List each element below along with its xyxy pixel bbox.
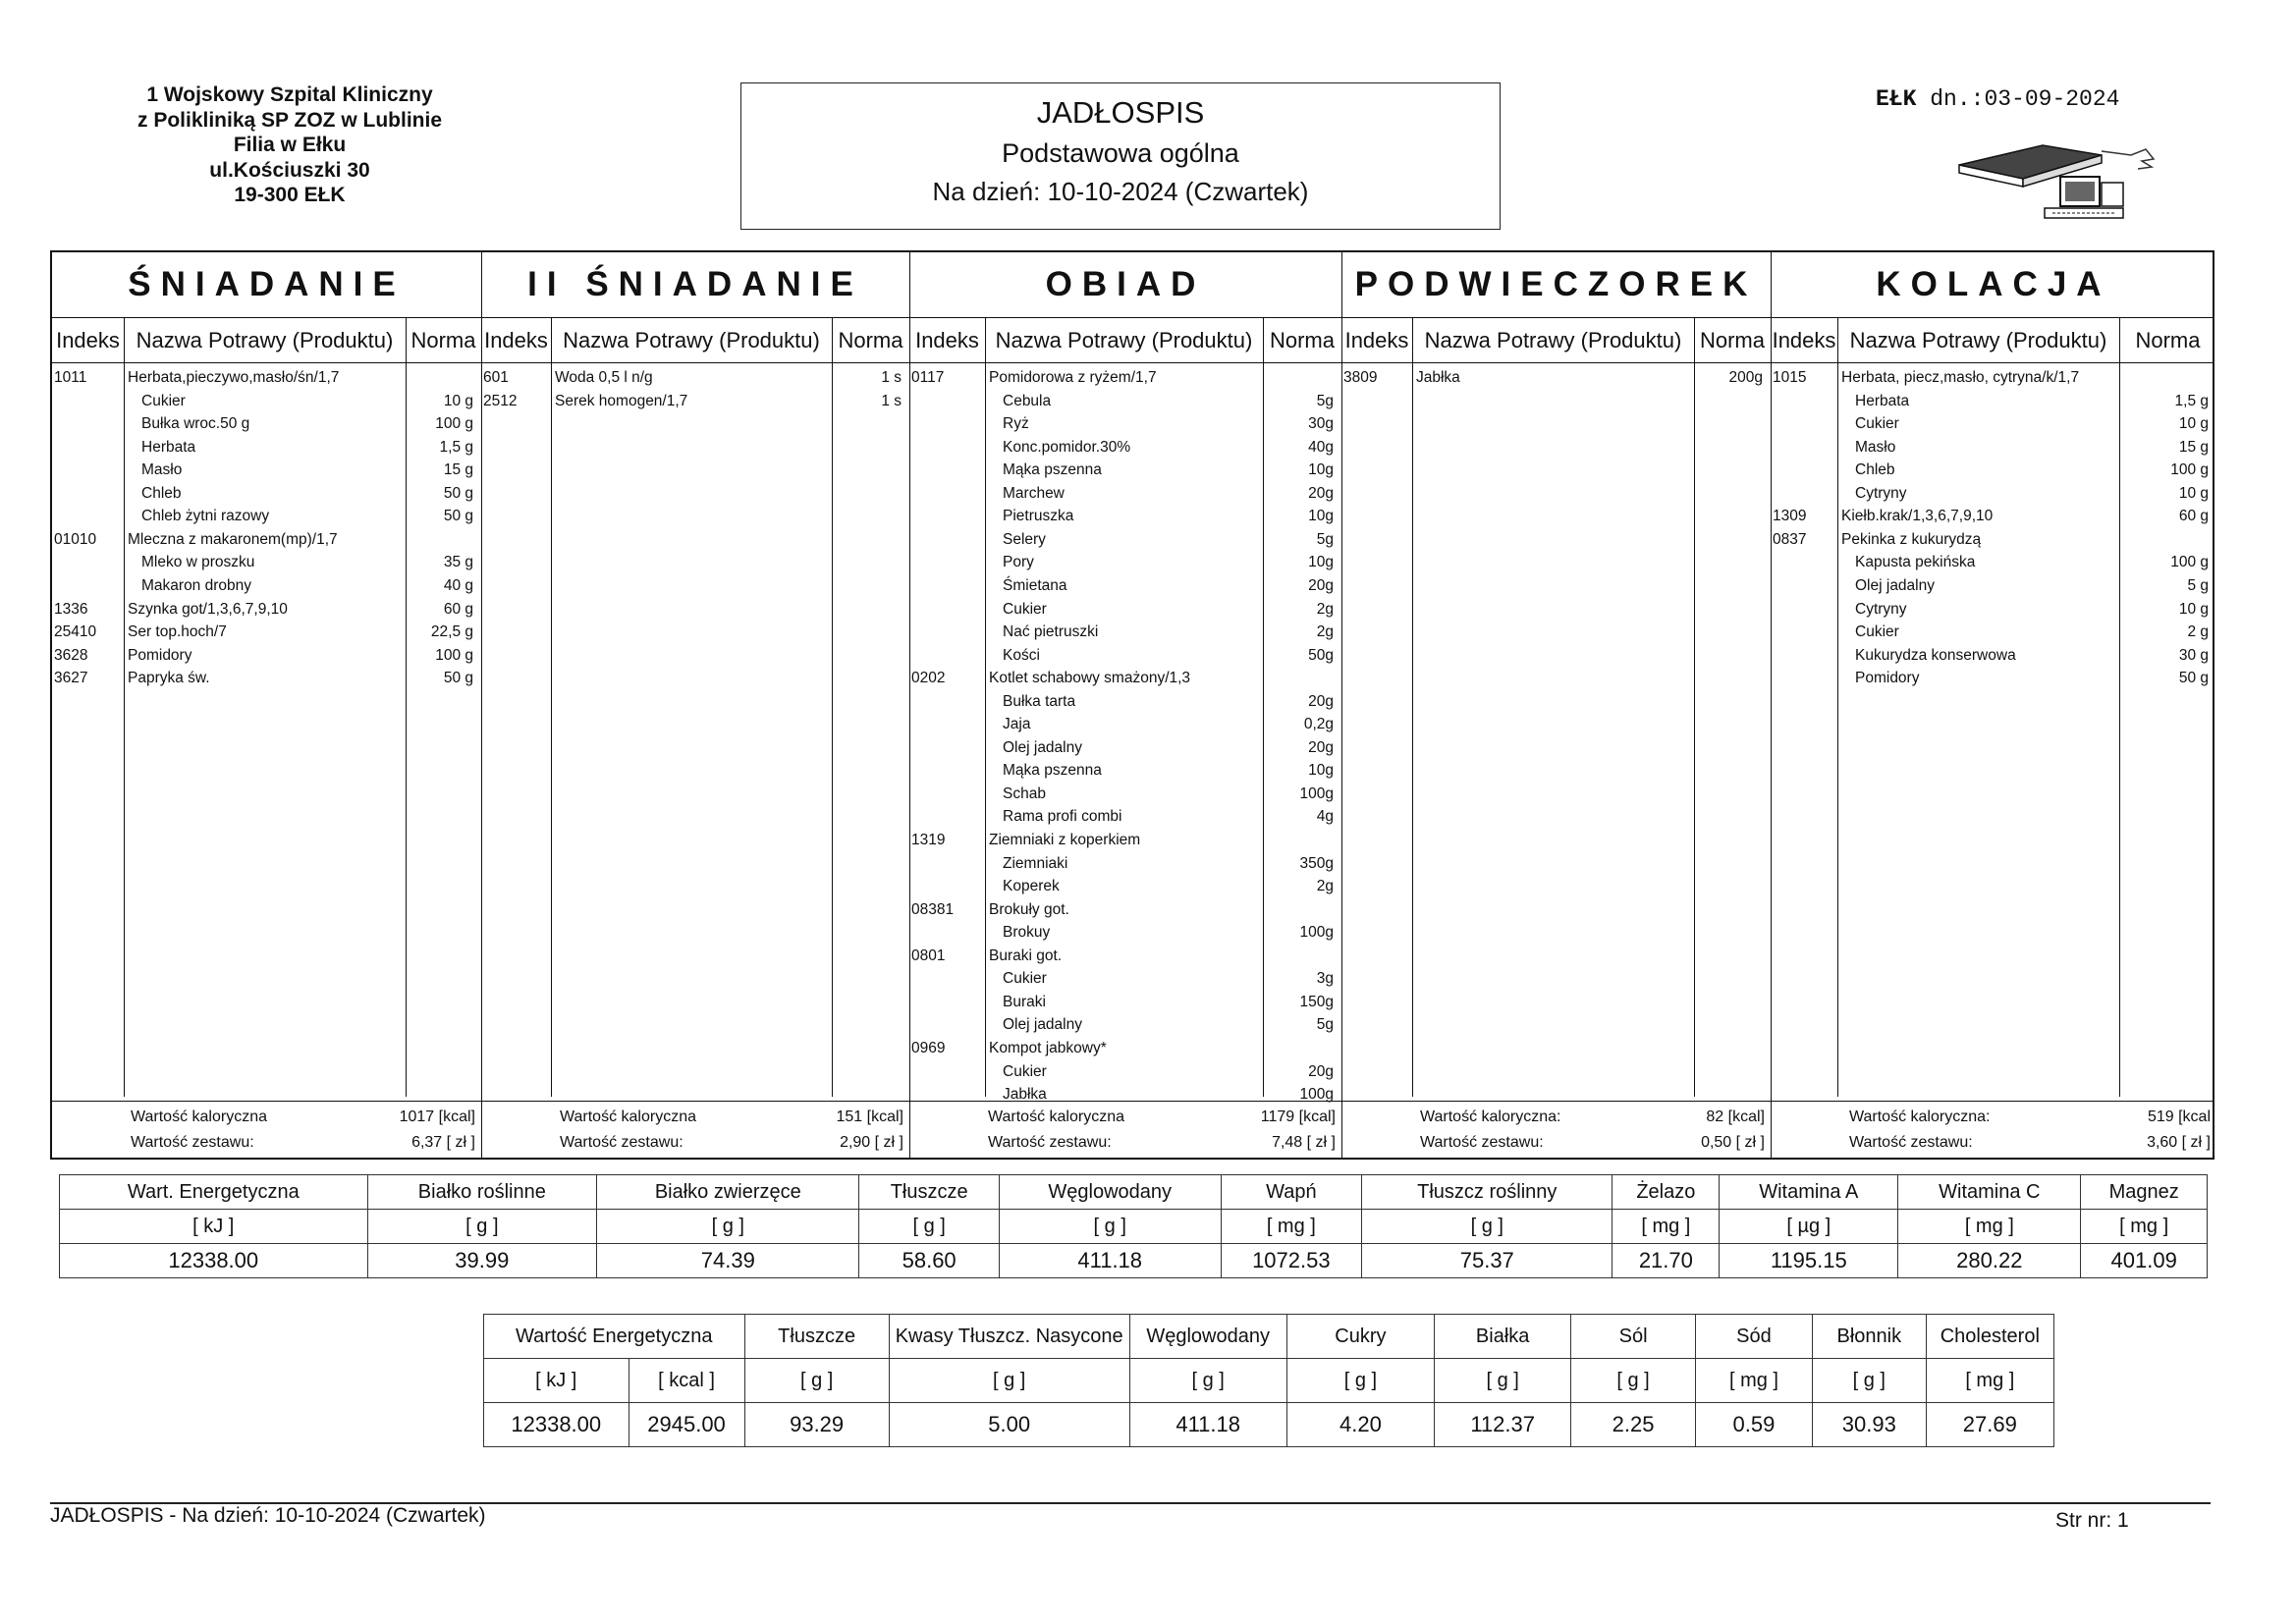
nutrient2-value: 112.37	[1435, 1403, 1571, 1447]
dish-index: 1011	[54, 369, 87, 386]
nutrient2-header: Cholesterol	[1926, 1315, 2053, 1359]
meal-title: ŚNIADANIE	[128, 265, 406, 303]
book-computer-logo	[1954, 137, 2170, 231]
kcal-label: Wartość kaloryczna	[988, 1109, 1124, 1125]
dish-name: Mąka pszenna	[1003, 461, 1102, 479]
nutrient-unit: [ kJ ]	[60, 1210, 368, 1244]
nutrient2-header: Kwasy Tłuszcz. Nasycone	[889, 1315, 1129, 1359]
dish-index: 601	[483, 369, 509, 386]
nutrient2-value: 4.20	[1286, 1403, 1434, 1447]
nutrients-row-units	[60, 1210, 2208, 1244]
nutrient2-header: Sód	[1695, 1315, 1812, 1359]
dish-name: Cytryny	[1855, 484, 1907, 502]
nutrient-header: Białko zwierzęce	[597, 1175, 859, 1210]
nutrient-header: Magnez	[2081, 1175, 2208, 1210]
nutrient-unit: [ mg ]	[2081, 1210, 2208, 1244]
dish-norm: 1 s	[881, 392, 902, 409]
nutrient2-unit: [ g ]	[744, 1359, 889, 1403]
dish-index: 0969	[911, 1039, 946, 1056]
dish-index: 3809	[1343, 369, 1378, 386]
dish-norm: 10g	[1308, 508, 1334, 525]
column-header-norma: Norma	[410, 328, 476, 352]
dish-index: 01010	[54, 530, 97, 548]
nutrient-header: Wart. Energetyczna	[60, 1175, 368, 1210]
nutrients2-row-units	[484, 1359, 2054, 1403]
column-separator	[832, 317, 833, 1097]
column-header-indeks: Indeks	[1772, 328, 1836, 352]
dish-norm: 100 g	[435, 646, 473, 664]
kcal-value	[1518, 1109, 1765, 1126]
dish-name: Makaron drobny	[141, 576, 252, 594]
dish-norm: 5g	[1316, 1016, 1334, 1034]
dish-norm: 30g	[1308, 415, 1334, 433]
nutrient-value: 401.09	[2081, 1244, 2208, 1278]
nutrient-header: Tłuszcze	[859, 1175, 999, 1210]
cost-label: Wartość zestawu:	[560, 1134, 683, 1151]
nutrient2-value: 2945.00	[629, 1403, 744, 1447]
nutrient-header: Witamina C	[1898, 1175, 2081, 1210]
dish-name: Herbata, piecz,masło, cytryna/k/1,7	[1841, 369, 2080, 386]
column-header-norma: Norma	[2135, 328, 2201, 352]
column-header-norma: Norma	[838, 328, 903, 352]
dish-index: 3627	[54, 670, 88, 687]
nutrient-unit: [ µg ]	[1720, 1210, 1898, 1244]
cost-number: 3,60	[2147, 1134, 2178, 1151]
dish-index: 0202	[911, 670, 946, 687]
dish-norm: 15 g	[2178, 438, 2209, 456]
nutrient2-unit: [ mg ]	[1695, 1359, 1812, 1403]
dish-name: Pomidory	[128, 646, 192, 664]
dish-norm: 60 g	[2178, 508, 2209, 525]
dish-name: Mleko w proszku	[141, 554, 255, 571]
nutrient-header: Białko roślinne	[367, 1175, 597, 1210]
dish-name: Jaja	[1003, 716, 1031, 733]
nutrient2-value: 0.59	[1695, 1403, 1812, 1447]
dish-name: Nać pietruszki	[1003, 623, 1099, 641]
kcal-number: 151	[836, 1109, 863, 1125]
dish-norm: 100g	[1299, 1086, 1334, 1104]
column-separator	[985, 317, 986, 1097]
dish-name: Cukier	[1003, 1062, 1047, 1080]
dish-name: Bułka wroc.50 g	[141, 415, 250, 433]
dish-name: Cukier	[1855, 415, 1899, 433]
dish-name: Olej jadalny	[1003, 1016, 1082, 1034]
hospital-line: 1 Wojskowy Szpital Kliniczny	[146, 83, 433, 106]
grid-line-h	[52, 317, 2213, 318]
nutrient2-header: Białka	[1435, 1315, 1571, 1359]
nutrients2-row-headers	[484, 1315, 2054, 1359]
dish-index: 2512	[483, 392, 518, 409]
dish-norm: 10g	[1308, 762, 1334, 780]
cost-label: Wartość zestawu:	[1849, 1134, 1973, 1151]
nutrient2-unit: [ g ]	[1571, 1359, 1696, 1403]
dish-norm: 22,5 g	[430, 623, 473, 641]
dish-norm: 10g	[1308, 461, 1334, 479]
cost-unit: [ zł ]	[1306, 1134, 1336, 1151]
nutrients-row-values	[60, 1244, 2208, 1278]
dish-norm: 50 g	[2178, 670, 2209, 687]
nutrient-value: 75.37	[1362, 1244, 1613, 1278]
dish-name: Chleb żytni razowy	[141, 508, 270, 525]
hospital-line: ul.Kościuszki 30	[209, 158, 370, 182]
dish-name: Mąka pszenna	[1003, 762, 1102, 780]
cost-value	[1086, 1134, 1336, 1152]
dish-norm: 60 g	[443, 600, 473, 618]
column-separator	[1837, 317, 1838, 1097]
nutrient2-value: 12338.00	[484, 1403, 629, 1447]
meal-separator	[1341, 252, 1342, 1158]
nutrient-unit: [ g ]	[859, 1210, 999, 1244]
dish-norm: 15 g	[443, 461, 473, 479]
kcal-label: Wartość kaloryczna	[560, 1109, 696, 1125]
dish-index: 25410	[54, 623, 97, 641]
column-separator	[1694, 317, 1695, 1097]
nutrient2-unit: [ g ]	[1129, 1359, 1286, 1403]
column-separator	[124, 317, 125, 1097]
nutrient-value: 58.60	[859, 1244, 999, 1278]
cost-unit: [ zł ]	[874, 1134, 903, 1151]
dish-norm: 30 g	[2178, 646, 2209, 664]
dish-norm: 350g	[1299, 854, 1334, 872]
dish-index: 1336	[54, 600, 88, 618]
dish-norm: 0,2g	[1303, 716, 1334, 733]
meal-title: PODWIECZOREK	[1354, 265, 1758, 303]
dish-norm: 2g	[1316, 623, 1334, 641]
dish-norm: 10g	[1308, 554, 1334, 571]
dish-norm: 100g	[1299, 924, 1334, 942]
dish-name: Herbata	[1855, 392, 1910, 409]
elk-label: EŁK	[1876, 86, 1917, 112]
footer-text: JADŁOSPIS - Na dzień: 10-10-2024 (Czwartek)	[50, 1504, 486, 1527]
dish-name: Marchew	[1003, 484, 1065, 502]
dish-name: Mleczna z makaronem(mp)/1,7	[128, 530, 338, 548]
dish-name: Cukier	[1855, 623, 1899, 641]
dish-norm: 2 g	[2187, 623, 2209, 641]
nutrient2-unit: [ kJ ]	[484, 1359, 629, 1403]
dish-norm: 10 g	[2178, 415, 2209, 433]
cost-label: Wartość zestawu:	[988, 1134, 1112, 1151]
kcal-label: Wartość kaloryczna	[131, 1109, 267, 1125]
diet-type: Podstawowa ogólna	[1002, 138, 1239, 168]
nutrient-unit: [ mg ]	[1898, 1210, 2081, 1244]
cost-value	[1947, 1134, 2211, 1152]
dish-name: Pomidorowa z ryżem/1,7	[989, 369, 1157, 386]
kcal-number: 1179	[1260, 1109, 1295, 1125]
dish-name: Kompot jabkowy*	[989, 1039, 1107, 1056]
column-header-nazwa: Nazwa Potrawy (Produktu)	[995, 328, 1253, 352]
cost-unit: [ zł ]	[1735, 1134, 1765, 1151]
dish-norm: 10 g	[443, 392, 473, 409]
dish-name: Cukier	[1003, 970, 1047, 988]
dish-name: Buraki got.	[989, 947, 1063, 964]
hospital-line: Filia w Ełku	[233, 134, 347, 156]
dish-index: 1319	[911, 832, 946, 848]
cost-label: Wartość zestawu:	[131, 1134, 254, 1151]
dish-index: 1309	[1773, 508, 1807, 525]
dish-name: Selery	[1003, 530, 1046, 548]
nutrient-value: 411.18	[999, 1244, 1221, 1278]
cost-label: Wartość zestawu:	[1420, 1134, 1544, 1151]
nutrient2-value: 30.93	[1812, 1403, 1926, 1447]
nutrients-row-headers	[60, 1175, 2208, 1210]
dish-name: Cukier	[1003, 600, 1047, 618]
nutrient2-value: 411.18	[1129, 1403, 1286, 1447]
dish-index: 0837	[1773, 530, 1807, 548]
dish-name: Kukurydza konserwowa	[1855, 646, 2016, 664]
dish-name: Woda 0,5 l n/g	[555, 369, 653, 386]
dish-name: Kapusta pekińska	[1855, 554, 1976, 571]
dish-norm: 20g	[1308, 576, 1334, 594]
dish-norm: 100 g	[2170, 461, 2209, 479]
kcal-number: 519	[2147, 1109, 2174, 1125]
dish-name: Pory	[1003, 554, 1034, 571]
dish-norm: 100g	[1299, 784, 1334, 802]
nutrient-header: Węglowodany	[999, 1175, 1221, 1210]
dish-name: Cukier	[141, 392, 186, 409]
kcal-label: Wartość kaloryczna:	[1849, 1109, 1991, 1125]
nutrient-unit: [ g ]	[999, 1210, 1221, 1244]
kcal-unit: [kcal]	[438, 1109, 475, 1125]
grid-line-h	[52, 1101, 2213, 1102]
dish-name: Chleb	[141, 484, 182, 502]
dish-name: Pomidory	[1855, 670, 1920, 687]
dish-norm: 10 g	[2178, 600, 2209, 618]
dish-name: Chleb	[1855, 461, 1895, 479]
dish-name: Pekinka z kukurydzą	[1841, 530, 1982, 548]
dish-norm: 150g	[1299, 993, 1334, 1010]
meal-title: KOLACJA	[1876, 265, 2111, 303]
column-header-indeks: Indeks	[1344, 328, 1409, 352]
dish-name: Śmietana	[1003, 576, 1067, 594]
nutrient2-header: Węglowodany	[1129, 1315, 1286, 1359]
nutrient-value: 1195.15	[1720, 1244, 1898, 1278]
nutrient2-unit: [ kcal ]	[629, 1359, 744, 1403]
dish-norm: 50 g	[443, 508, 473, 525]
nutrient-value: 21.70	[1613, 1244, 1720, 1278]
page-number: Str nr: 1	[2055, 1509, 2129, 1532]
cost-value	[1518, 1134, 1765, 1152]
dish-name: Olej jadalny	[1003, 738, 1082, 756]
meal-separator	[481, 252, 482, 1158]
dish-name: Jabłka	[1003, 1086, 1047, 1104]
dish-norm: 50 g	[443, 670, 473, 687]
column-header-nazwa: Nazwa Potrawy (Produktu)	[1849, 328, 2107, 352]
cost-number: 6,37	[411, 1134, 443, 1151]
dish-norm: 4g	[1316, 808, 1334, 826]
dish-norm: 1,5 g	[439, 438, 473, 456]
dish-name: Olej jadalny	[1855, 576, 1935, 594]
column-header-norma: Norma	[1269, 328, 1335, 352]
nutrient2-unit: [ g ]	[889, 1359, 1129, 1403]
kcal-value	[658, 1109, 903, 1126]
dish-norm: 2g	[1316, 600, 1334, 618]
dish-name: Jabłka	[1416, 369, 1460, 386]
dish-name: Kiełb.krak/1,3,6,7,9,10	[1841, 508, 1994, 525]
kcal-number: 1017	[399, 1109, 435, 1125]
hospital-line: z Polikliniką SP ZOZ w Lublinie	[137, 108, 442, 132]
dish-name: Masło	[141, 461, 183, 479]
dish-name: Kości	[1003, 646, 1040, 664]
dish-index: 0801	[911, 947, 946, 964]
dish-norm: 10 g	[2178, 484, 2209, 502]
dish-name: Kotlet schabowy smażony/1,3	[989, 670, 1191, 687]
dish-name: Bułka tarta	[1003, 692, 1076, 710]
dish-norm: 3g	[1316, 970, 1334, 988]
column-header-nazwa: Nazwa Potrawy (Produktu)	[563, 328, 820, 352]
nutrient2-unit: [ g ]	[1286, 1359, 1434, 1403]
kcal-unit: [kcal]	[866, 1109, 903, 1125]
nutrient-value: 74.39	[597, 1244, 859, 1278]
dish-norm: 1 s	[881, 369, 902, 386]
dish-name: Serek homogen/1,7	[555, 392, 688, 409]
column-header-indeks: Indeks	[484, 328, 548, 352]
dish-name: Pietruszka	[1003, 508, 1074, 525]
dish-name: Buraki	[1003, 993, 1046, 1010]
cost-unit: [ zł ]	[2181, 1134, 2211, 1151]
nutrient-header: Witamina A	[1720, 1175, 1898, 1210]
nutrient2-header: Sól	[1571, 1315, 1696, 1359]
dish-name: Rama profi combi	[1003, 808, 1122, 826]
menu-date: Na dzień: 10-10-2024 (Czwartek)	[932, 177, 1309, 206]
dish-name: Cebula	[1003, 392, 1052, 409]
dish-norm: 50 g	[443, 484, 473, 502]
dish-name: Brokuły got.	[989, 900, 1069, 918]
dish-norm: 5g	[1316, 530, 1334, 548]
cost-unit: [ zł ]	[446, 1134, 475, 1151]
hospital-address	[108, 82, 471, 208]
kcal-number: 82	[1706, 1109, 1724, 1125]
dish-name: Ryż	[1003, 415, 1029, 433]
cost-value	[658, 1134, 903, 1152]
nutrient-unit: [ g ]	[367, 1210, 597, 1244]
dish-name: Herbata	[141, 438, 196, 456]
dish-norm: 20g	[1308, 692, 1334, 710]
column-header-nazwa: Nazwa Potrawy (Produktu)	[1424, 328, 1682, 352]
nutrient-header: Żelazo	[1613, 1175, 1720, 1210]
nutrient2-value: 93.29	[744, 1403, 889, 1447]
dish-norm: 50g	[1308, 646, 1334, 664]
nutrient2-header: Cukry	[1286, 1315, 1434, 1359]
kcal-unit: [kcal]	[1727, 1109, 1765, 1125]
dish-norm: 35 g	[443, 554, 473, 571]
dish-name: Ser top.hoch/7	[128, 623, 227, 641]
dish-index: 3628	[54, 646, 88, 664]
nutrient-unit: [ mg ]	[1613, 1210, 1720, 1244]
kcal-unit: [kcal]	[1298, 1109, 1336, 1125]
dish-norm: 20g	[1308, 484, 1334, 502]
nutrient-unit: [ g ]	[1362, 1210, 1613, 1244]
cost-value	[229, 1134, 475, 1152]
hospital-line: 19-300 EŁK	[234, 184, 346, 206]
dish-norm: 20g	[1308, 1062, 1334, 1080]
nutrient-value: 39.99	[367, 1244, 597, 1278]
meal-separator	[1771, 252, 1772, 1158]
dish-norm: 200g	[1728, 369, 1763, 386]
nutrient2-header: Błonnik	[1812, 1315, 1926, 1359]
nutrient-unit: [ mg ]	[1221, 1210, 1362, 1244]
document-title: JADŁOSPIS	[1036, 95, 1205, 130]
elk-date: dn.:03-09-2024	[1930, 86, 2120, 112]
dish-norm: 5 g	[2187, 576, 2209, 594]
dish-index: 1015	[1773, 369, 1807, 386]
dish-norm: 1,5 g	[2174, 392, 2209, 409]
print-date	[1876, 86, 2119, 112]
meal-title: II ŚNIADANIE	[527, 265, 863, 303]
grid-line-h	[52, 362, 2213, 363]
dish-name: Konc.pomidor.30%	[1003, 438, 1131, 456]
kcal-value	[1947, 1109, 2211, 1126]
dish-name: Brokuy	[1003, 924, 1051, 942]
nutrients-table-2	[483, 1314, 2054, 1447]
nutrient2-unit: [ g ]	[1812, 1359, 1926, 1403]
nutrient2-value: 27.69	[1926, 1403, 2053, 1447]
nutrient2-value: 5.00	[889, 1403, 1129, 1447]
nutrient-header: Tłuszcz roślinny	[1362, 1175, 1613, 1210]
dish-name: Masło	[1855, 438, 1896, 456]
column-header-indeks: Indeks	[56, 328, 120, 352]
nutrients2-row-values	[484, 1403, 2054, 1447]
dish-name: Koperek	[1003, 878, 1060, 895]
nutrient-value: 280.22	[1898, 1244, 2081, 1278]
dish-name: Papryka św.	[128, 670, 210, 687]
nutrient-header: Wapń	[1221, 1175, 1362, 1210]
cost-number: 2,90	[840, 1134, 871, 1151]
dish-name: Ziemniaki z koperkiem	[989, 832, 1141, 848]
dish-name: Ziemniaki	[1003, 854, 1068, 872]
dish-norm: 100 g	[2170, 554, 2209, 571]
dish-norm: 2g	[1316, 878, 1334, 895]
dish-name: Herbata,pieczywo,masło/śn/1,7	[128, 369, 340, 386]
column-separator	[551, 317, 552, 1097]
nutrient-value: 12338.00	[60, 1244, 368, 1278]
column-separator	[1412, 317, 1413, 1097]
kcal-value	[229, 1109, 475, 1126]
menu-grid	[50, 250, 2214, 1160]
cost-number: 0,50	[1701, 1134, 1732, 1151]
nutrient2-header: Wartość Energetyczna	[484, 1315, 745, 1359]
nutrient-unit: [ g ]	[597, 1210, 859, 1244]
kcal-unit: [kcal	[2178, 1109, 2211, 1125]
nutrients-table-1	[59, 1174, 2208, 1278]
dish-norm: 100 g	[435, 415, 473, 433]
dish-index: 0117	[911, 369, 945, 386]
cost-number: 7,48	[1272, 1134, 1303, 1151]
kcal-value	[1086, 1109, 1336, 1126]
dish-name: Cytryny	[1855, 600, 1907, 618]
dish-norm: 40 g	[443, 576, 473, 594]
column-header-norma: Norma	[1699, 328, 1765, 352]
title-box	[740, 82, 1501, 230]
kcal-label: Wartość kaloryczna:	[1420, 1109, 1561, 1125]
column-header-nazwa: Nazwa Potrawy (Produktu)	[136, 328, 394, 352]
nutrient2-unit: [ g ]	[1435, 1359, 1571, 1403]
nutrient2-value: 2.25	[1571, 1403, 1696, 1447]
meal-title: OBIAD	[1045, 265, 1206, 303]
dish-norm: 40g	[1308, 438, 1334, 456]
dish-name: Szynka got/1,3,6,7,9,10	[128, 600, 288, 618]
column-header-indeks: Indeks	[915, 328, 979, 352]
dish-name: Schab	[1003, 784, 1046, 802]
meal-separator	[909, 252, 910, 1158]
nutrient2-unit: [ mg ]	[1926, 1359, 2053, 1403]
dish-index: 08381	[911, 900, 955, 918]
dish-norm: 5g	[1316, 392, 1334, 409]
dish-norm: 20g	[1308, 738, 1334, 756]
nutrient2-header: Tłuszcze	[744, 1315, 889, 1359]
nutrient-value: 1072.53	[1221, 1244, 1362, 1278]
